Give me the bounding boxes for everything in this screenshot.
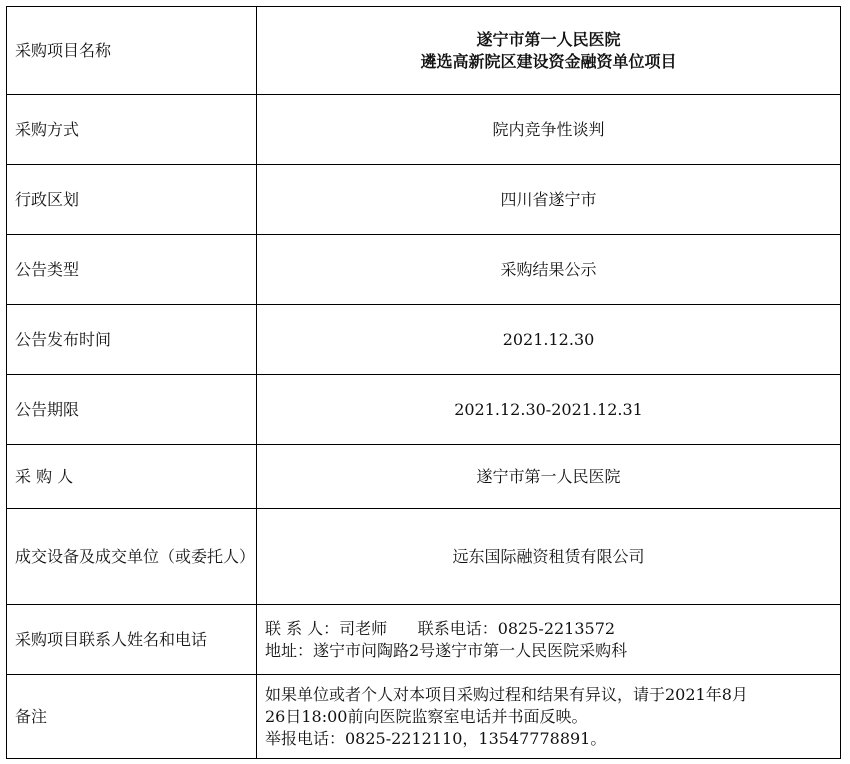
contact-address: 地址：遂宁市问陶路2号遂宁市第一人民医院采购科 <box>265 640 628 660</box>
label-contact: 采购项目联系人姓名和电话 <box>7 605 257 675</box>
value-project-name <box>257 7 841 95</box>
project-name-line-1: 遂宁市第一人民医院 <box>476 29 621 49</box>
remarks-line-1: 如果单位或者个人对本项目采购过程和结果有异议，请于2021年8月 <box>265 684 748 704</box>
row-winner <box>7 509 841 605</box>
row-region <box>7 165 841 235</box>
label-method: 采购方式 <box>7 95 257 165</box>
value-method: 院内竞争性谈判 <box>257 95 841 165</box>
row-contact <box>7 605 841 675</box>
label-remarks: 备注 <box>7 675 257 759</box>
label-region: 行政区划 <box>7 165 257 235</box>
value-remarks <box>257 675 841 759</box>
row-method <box>7 95 841 165</box>
value-period: 2021.12.30-2021.12.31 <box>257 375 841 445</box>
project-name-line-2: 遴选高新院区建设资金融资单位项目 <box>420 51 677 71</box>
row-publish-time <box>7 305 841 375</box>
notice-table <box>6 6 841 759</box>
row-remarks <box>7 675 841 759</box>
value-contact <box>257 605 841 675</box>
label-publish-time: 公告发布时间 <box>7 305 257 375</box>
label-purchaser: 采 购 人 <box>7 445 257 509</box>
value-publish-time: 2021.12.30 <box>257 305 841 375</box>
remarks-line-2: 26日18:00前向医院监察室电话并书面反映。 <box>265 706 588 726</box>
remarks-phone: 举报电话：0825-2212110，13547778891。 <box>265 728 607 748</box>
row-notice-type <box>7 235 841 305</box>
contact-line-1: 联 系 人：司老师 联系电话：0825-2213572 <box>265 618 616 638</box>
row-project-name <box>7 7 841 95</box>
value-winner: 远东国际融资租赁有限公司 <box>257 509 841 605</box>
value-region: 四川省遂宁市 <box>257 165 841 235</box>
value-notice-type: 采购结果公示 <box>257 235 841 305</box>
label-period: 公告期限 <box>7 375 257 445</box>
value-purchaser: 遂宁市第一人民医院 <box>257 445 841 509</box>
label-winner: 成交设备及成交单位（或委托人） <box>7 509 257 605</box>
row-period <box>7 375 841 445</box>
label-notice-type: 公告类型 <box>7 235 257 305</box>
row-purchaser <box>7 445 841 509</box>
label-project-name: 采购项目名称 <box>7 7 257 95</box>
